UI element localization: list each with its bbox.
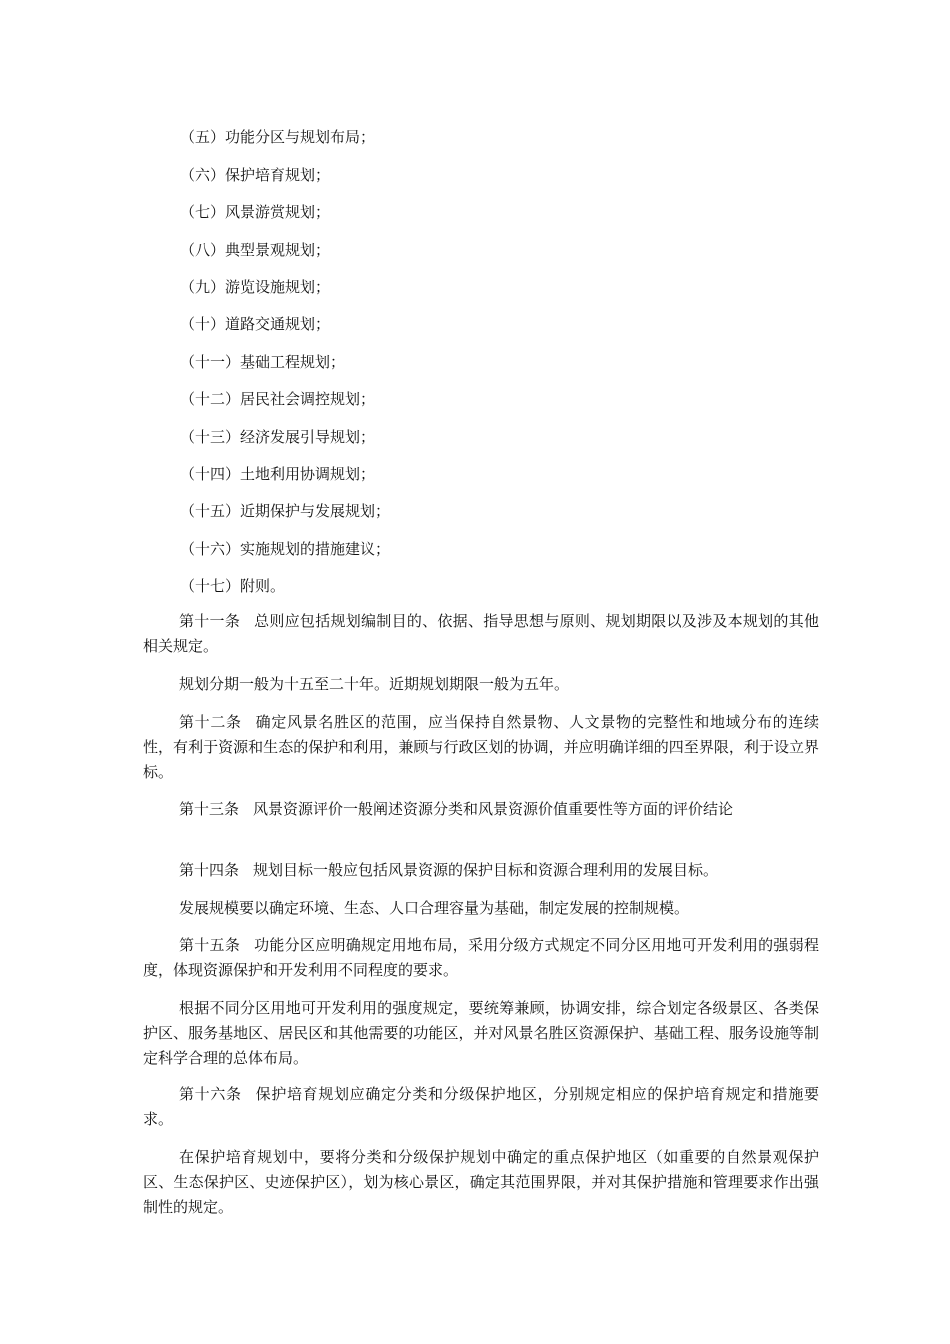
list-item: （十四）土地利用协调规划； bbox=[180, 465, 376, 483]
list-item: （十六）实施规划的措施建议； bbox=[180, 540, 391, 558]
paragraph-text: 发展规模要以确定环境、生态、人口合理容量为基础，制定发展的控制规模。 bbox=[179, 899, 690, 917]
paragraph-text: 保护培育规划应确定分类和分级保护地区，分别规定相应的保护培育规定和措施要求。 bbox=[143, 1085, 819, 1128]
list-item: （十七）附则。 bbox=[180, 577, 286, 595]
paragraph-text: 在保护培育规划中，要将分类和分级保护规划中确定的重点保护地区（如重要的自然景观保护区、生态保护区、史迹保护区），划为核心景区，确定其范围界限，并对其保护措施和管理要求作出强制性的规定。 bbox=[143, 1148, 819, 1216]
article-number: 第十四条 bbox=[179, 861, 240, 879]
paragraph-text: 确定风景名胜区的范围，应当保持自然景物、人文景物的完整性和地域分布的连续性，有利于资源和生态的保护和利用，兼顾与行政区划的协调，并应明确详细的四至界限，利于设立界标。 bbox=[143, 713, 819, 781]
article-14-paragraph bbox=[143, 858, 819, 883]
list-item: （七）风景游赏规划； bbox=[180, 203, 331, 221]
paragraph-text: 规划目标一般应包括风景资源的保护目标和资源合理利用的发展目标。 bbox=[253, 861, 719, 879]
list-item: （十）道路交通规划； bbox=[180, 315, 331, 333]
article-15-paragraph bbox=[143, 933, 819, 983]
paragraph-text: 规划分期一般为十五至二十年。近期规划期限一般为五年。 bbox=[179, 675, 570, 693]
list-item: （九）游览设施规划； bbox=[180, 278, 331, 296]
paragraph-text: 总则应包括规划编制目的、依据、指导思想与原则、规划期限以及涉及本规划的其他相关规定。 bbox=[143, 612, 819, 655]
article-number: 第十一条 bbox=[179, 612, 241, 630]
paragraph bbox=[143, 672, 819, 697]
list-item: （十一）基础工程规划； bbox=[180, 353, 346, 371]
list-item: （十三）经济发展引导规划； bbox=[180, 428, 376, 446]
list-item: （八）典型景观规划； bbox=[180, 241, 331, 259]
paragraph bbox=[143, 996, 819, 1071]
article-number: 第十六条 bbox=[179, 1085, 242, 1103]
paragraph bbox=[143, 1145, 819, 1220]
list-item: （五）功能分区与规划布局； bbox=[180, 128, 376, 146]
paragraph-text: 功能分区应明确规定用地布局，采用分级方式规定不同分区用地可开发利用的强弱程度，体现资源保护和开发利用不同程度的要求。 bbox=[143, 936, 819, 979]
paragraph-text: 根据不同分区用地可开发利用的强度规定，要统筹兼顾，协调安排，综合划定各级景区、各类保护区、服务基地区、居民区和其他需要的功能区，并对风景名胜区资源保护、基础工程、服务设施等制定科学合理的总体布局。 bbox=[143, 999, 819, 1067]
paragraph bbox=[143, 896, 819, 921]
article-16-paragraph bbox=[143, 1082, 819, 1132]
article-number: 第十五条 bbox=[179, 936, 241, 954]
list-item: （十五）近期保护与发展规划； bbox=[180, 502, 391, 520]
article-12-paragraph bbox=[143, 710, 819, 785]
paragraph-text: 风景资源评价一般阐述资源分类和风景资源价值重要性等方面的评价结论 bbox=[253, 800, 734, 818]
list-item: （六）保护培育规划； bbox=[180, 166, 331, 184]
article-number: 第十二条 bbox=[179, 713, 242, 731]
list-item: （十二）居民社会调控规划； bbox=[180, 390, 376, 408]
article-number: 第十三条 bbox=[179, 800, 240, 818]
article-11-paragraph bbox=[143, 609, 819, 659]
article-13-paragraph bbox=[143, 797, 819, 822]
